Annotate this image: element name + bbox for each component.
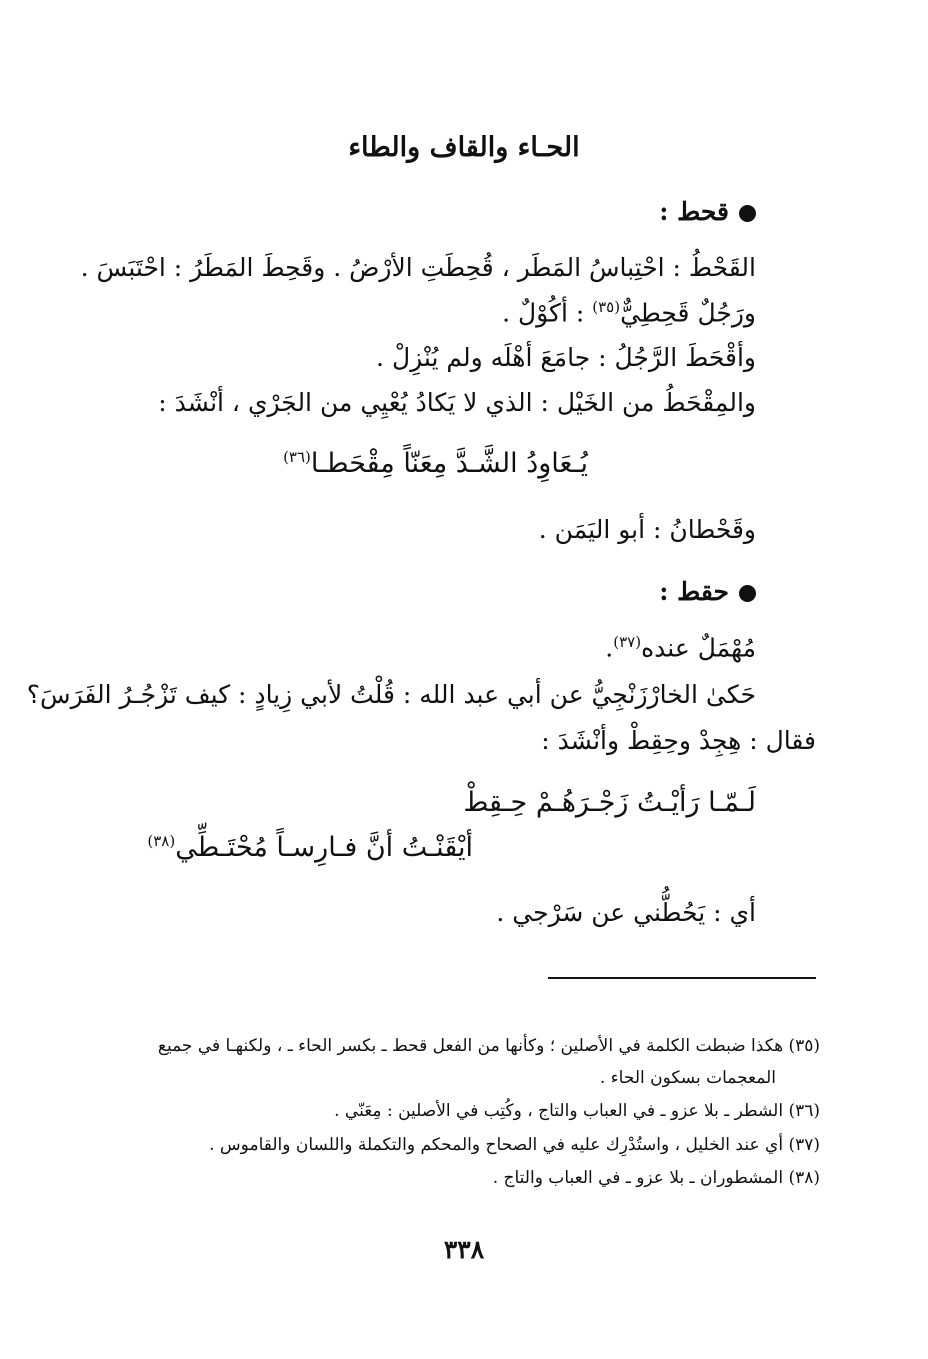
entry-line-text: ورَجُلٌ قَحِطِيٌّ — [620, 298, 756, 328]
footnote: (٣٦) الشطر ـ بلا عزو ـ في العباب والتاج ، وكُتِب في الأصلين : مِعَنّي . — [334, 1101, 820, 1121]
entry-line: أي : يَحُطُّني عن سَرْجي . — [496, 898, 756, 927]
entry-line-text: مُهْمَلٌ عنده — [641, 633, 756, 663]
entry-line: والمِقْحَطُ من الخَيْل : الذي لا يَكادُ يُعْيِي من الجَرْي ، أنْشَدَ : — [158, 388, 756, 417]
footnote-divider — [548, 977, 816, 979]
entry-line: حَكىٰ الخارْزَنْجِيُّ عن أبي عبد الله : قُلْتُ لأبي زِيادٍ : كيف تَزْجُـرُ الفَرَسَ؟ — [26, 680, 756, 709]
footnote-ref: (٣٧) — [613, 633, 642, 651]
footnote: (٣٥) هكذا ضبطت الكلمة في الأصلين ؛ وكأنها من الفعل قحط ـ بكسر الحاء ـ ، ولكنهـا في جميع — [157, 1036, 820, 1056]
entry-heading-hqt — [659, 577, 756, 606]
footnote-continuation: المعجمات بسكون الحاء . — [599, 1068, 776, 1088]
footnote-ref: (٣٦) — [283, 448, 311, 466]
entry-line — [605, 633, 756, 662]
verse-text: يُـعَاوِدُ الشَّـدَّ مِعَنّاً مِقْحَطـا — [310, 448, 588, 479]
entry-line: فقال : هِجِدْ وحِقِطْ وأنْشَدَ : — [541, 726, 816, 755]
entry-line: وأقْحَطَ الرَّجُلُ : جامَعَ أهْلَه ولم يُنْزِلْ . — [376, 343, 756, 372]
entry-line-text: . — [605, 633, 614, 663]
verse-line — [283, 448, 588, 479]
entry-line: وقَحْطانُ : أبو اليَمَن . — [538, 515, 756, 544]
bullet-icon — [739, 585, 756, 602]
footnote-ref: (٣٨) — [147, 832, 176, 850]
footnote-ref: (٣٥) — [592, 298, 621, 316]
page-number: ٣٣٨ — [443, 1235, 485, 1264]
bullet-icon — [739, 205, 756, 222]
entry-line — [502, 298, 756, 327]
entry-line: القَحْطُ : احْتِباسُ المَطَر ، قُحِطَتِ الأرْضُ . وقَحِطَ المَطَرُ : احْتَبَسَ . — [80, 253, 756, 282]
entry-heading-text: حقط : — [659, 577, 729, 606]
footnote: (٣٧) أي عند الخليل ، واستُدْرِك عليه في الصحاح والمحكم والتكملة واللسان والقاموس . — [209, 1135, 820, 1155]
chapter-title: الحـاء والقاف والطاء — [348, 132, 580, 163]
verse-line: لَـمّـا رَأيْـتُ زَجْـرَهُـمْ حِـقِطْ — [463, 787, 756, 818]
footnote: (٣٨) المشطوران ـ بلا عزو ـ في العباب والتاج . — [492, 1168, 820, 1188]
verse-text: أيْقَنْـتُ أنَّ فـارِسـاً مُحْتَـطِّي — [175, 832, 473, 863]
entry-heading-qht — [659, 197, 756, 226]
verse-line — [147, 832, 473, 863]
entry-line-text: : أكُوْلٌ . — [502, 298, 585, 328]
entry-heading-text: قحط : — [659, 197, 729, 226]
